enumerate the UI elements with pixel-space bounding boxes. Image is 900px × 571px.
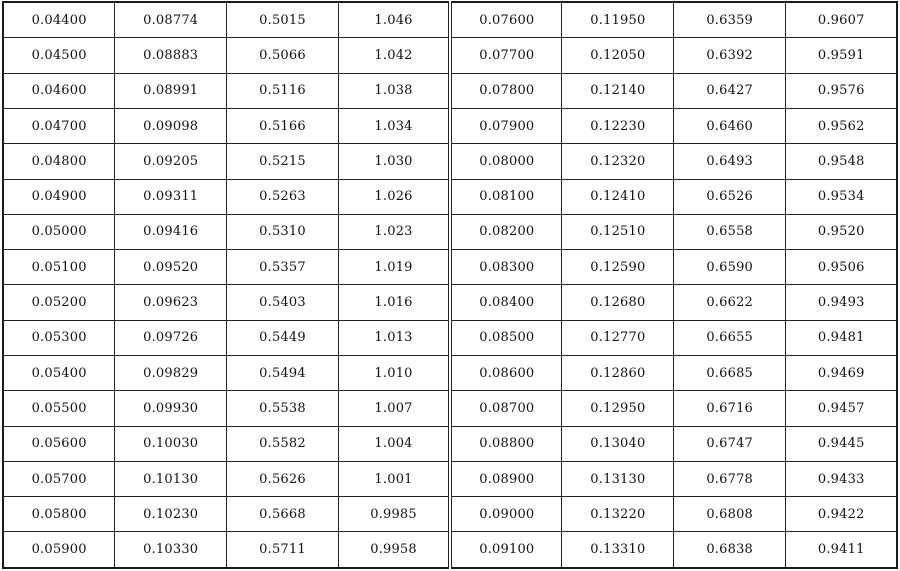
table-cell: 0.04400 xyxy=(3,2,115,38)
table-cell: 0.05000 xyxy=(3,214,115,249)
table-cell: 0.5403 xyxy=(227,285,339,320)
table-cell: 0.05600 xyxy=(3,426,115,461)
table-cell: 1.019 xyxy=(338,250,450,285)
table-cell: 0.09205 xyxy=(115,144,227,179)
table-cell: 0.07800 xyxy=(450,73,562,108)
table-cell: 0.9422 xyxy=(786,497,898,532)
table-cell: 0.08883 xyxy=(115,38,227,73)
table-cell: 0.12680 xyxy=(562,285,674,320)
table-cell: 1.030 xyxy=(338,144,450,179)
table-cell: 0.9985 xyxy=(338,497,450,532)
table-cell: 0.5494 xyxy=(227,355,339,390)
table-cell: 0.09930 xyxy=(115,391,227,426)
table-cell: 0.6590 xyxy=(674,250,786,285)
table-cell: 0.08100 xyxy=(450,179,562,214)
table-body xyxy=(3,2,897,568)
table-cell: 0.6747 xyxy=(674,426,786,461)
table-cell: 0.08400 xyxy=(450,285,562,320)
table-cell: 1.016 xyxy=(338,285,450,320)
table-cell: 0.6359 xyxy=(674,2,786,38)
table-cell: 0.07600 xyxy=(450,2,562,38)
table-cell: 0.5263 xyxy=(227,179,339,214)
table-cell: 0.9534 xyxy=(786,179,898,214)
table-row xyxy=(3,391,897,426)
table-cell: 0.12950 xyxy=(562,391,674,426)
table-cell: 0.09311 xyxy=(115,179,227,214)
table-cell: 0.13130 xyxy=(562,461,674,496)
table-cell: 1.034 xyxy=(338,108,450,143)
table-cell: 0.08800 xyxy=(450,426,562,461)
table-cell: 0.04600 xyxy=(3,73,115,108)
table-cell: 0.5116 xyxy=(227,73,339,108)
table-cell: 1.038 xyxy=(338,73,450,108)
table-cell: 0.09829 xyxy=(115,355,227,390)
table-cell: 0.08200 xyxy=(450,214,562,249)
table-cell: 0.12510 xyxy=(562,214,674,249)
table-cell: 0.9457 xyxy=(786,391,898,426)
table-cell: 0.08900 xyxy=(450,461,562,496)
table-cell: 1.046 xyxy=(338,2,450,38)
table-cell: 0.13040 xyxy=(562,426,674,461)
table-cell: 0.08500 xyxy=(450,320,562,355)
table-cell: 1.001 xyxy=(338,461,450,496)
table-cell: 0.9607 xyxy=(786,2,898,38)
table-cell: 0.5015 xyxy=(227,2,339,38)
numeric-table xyxy=(2,1,898,569)
table-cell: 0.5668 xyxy=(227,497,339,532)
table-cell: 0.9958 xyxy=(338,532,450,568)
table-cell: 0.04700 xyxy=(3,108,115,143)
table-cell: 0.10330 xyxy=(115,532,227,568)
table-cell: 0.9469 xyxy=(786,355,898,390)
table-cell: 0.6838 xyxy=(674,532,786,568)
table-cell: 0.10230 xyxy=(115,497,227,532)
table-cell: 0.9445 xyxy=(786,426,898,461)
table-cell: 0.08991 xyxy=(115,73,227,108)
table-cell: 0.5626 xyxy=(227,461,339,496)
table-cell: 0.5166 xyxy=(227,108,339,143)
table-cell: 0.04500 xyxy=(3,38,115,73)
table-cell: 0.09520 xyxy=(115,250,227,285)
table-cell: 0.08300 xyxy=(450,250,562,285)
table-cell: 0.05400 xyxy=(3,355,115,390)
table-cell: 0.05200 xyxy=(3,285,115,320)
table-cell: 0.07900 xyxy=(450,108,562,143)
table-row xyxy=(3,2,897,38)
table-row xyxy=(3,355,897,390)
table-row xyxy=(3,320,897,355)
table-cell: 0.9591 xyxy=(786,38,898,73)
table-row xyxy=(3,426,897,461)
table-cell: 0.12050 xyxy=(562,38,674,73)
table-cell: 0.9411 xyxy=(786,532,898,568)
table-cell: 0.9493 xyxy=(786,285,898,320)
table-cell: 0.04900 xyxy=(3,179,115,214)
table-cell: 0.12770 xyxy=(562,320,674,355)
table-cell: 0.09100 xyxy=(450,532,562,568)
table-cell: 0.05500 xyxy=(3,391,115,426)
table-cell: 0.13310 xyxy=(562,532,674,568)
table-cell: 0.10030 xyxy=(115,426,227,461)
table-cell: 1.023 xyxy=(338,214,450,249)
table-cell: 0.12140 xyxy=(562,73,674,108)
table-cell: 0.11950 xyxy=(562,2,674,38)
table-cell: 0.09416 xyxy=(115,214,227,249)
table-cell: 0.05300 xyxy=(3,320,115,355)
table-cell: 0.9520 xyxy=(786,214,898,249)
table-cell: 0.6778 xyxy=(674,461,786,496)
table-cell: 0.13220 xyxy=(562,497,674,532)
table-cell: 0.6392 xyxy=(674,38,786,73)
table-cell: 0.09623 xyxy=(115,285,227,320)
table-cell: 0.9433 xyxy=(786,461,898,496)
table-cell: 1.007 xyxy=(338,391,450,426)
table-cell: 0.5066 xyxy=(227,38,339,73)
table-cell: 0.5538 xyxy=(227,391,339,426)
table-cell: 0.6558 xyxy=(674,214,786,249)
table-row xyxy=(3,285,897,320)
table-row xyxy=(3,179,897,214)
table-cell: 0.9548 xyxy=(786,144,898,179)
table-cell: 0.12230 xyxy=(562,108,674,143)
table-cell: 0.08600 xyxy=(450,355,562,390)
table-cell: 0.6493 xyxy=(674,144,786,179)
table-cell: 0.9481 xyxy=(786,320,898,355)
table-cell: 0.6685 xyxy=(674,355,786,390)
table-cell: 0.09726 xyxy=(115,320,227,355)
table-cell: 0.07700 xyxy=(450,38,562,73)
table-cell: 0.05100 xyxy=(3,250,115,285)
table-cell: 0.5582 xyxy=(227,426,339,461)
table-cell: 0.08000 xyxy=(450,144,562,179)
table-cell: 0.12860 xyxy=(562,355,674,390)
table-cell: 0.5449 xyxy=(227,320,339,355)
table-cell: 0.5357 xyxy=(227,250,339,285)
table-row xyxy=(3,532,897,568)
table-cell: 0.05700 xyxy=(3,461,115,496)
table-row xyxy=(3,497,897,532)
table-cell: 0.04800 xyxy=(3,144,115,179)
table-cell: 0.5310 xyxy=(227,214,339,249)
table-cell: 0.08774 xyxy=(115,2,227,38)
table-cell: 0.6655 xyxy=(674,320,786,355)
table-cell: 0.6716 xyxy=(674,391,786,426)
table-cell: 0.6808 xyxy=(674,497,786,532)
table-cell: 0.6622 xyxy=(674,285,786,320)
table-cell: 0.12320 xyxy=(562,144,674,179)
table-row xyxy=(3,73,897,108)
table-cell: 1.010 xyxy=(338,355,450,390)
table-cell: 1.042 xyxy=(338,38,450,73)
table-row xyxy=(3,144,897,179)
table-cell: 0.05900 xyxy=(3,532,115,568)
table-cell: 0.10130 xyxy=(115,461,227,496)
table-cell: 0.12590 xyxy=(562,250,674,285)
table-cell: 0.6427 xyxy=(674,73,786,108)
table-cell: 0.5215 xyxy=(227,144,339,179)
table-row xyxy=(3,38,897,73)
table-cell: 1.013 xyxy=(338,320,450,355)
table-cell: 0.6460 xyxy=(674,108,786,143)
table-cell: 1.026 xyxy=(338,179,450,214)
table-cell: 0.9562 xyxy=(786,108,898,143)
table-row xyxy=(3,250,897,285)
table-cell: 0.5711 xyxy=(227,532,339,568)
numeric-table-page xyxy=(2,1,897,569)
table-row xyxy=(3,214,897,249)
table-row xyxy=(3,108,897,143)
table-row xyxy=(3,461,897,496)
table-cell: 0.6526 xyxy=(674,179,786,214)
table-cell: 0.09098 xyxy=(115,108,227,143)
table-cell: 0.08700 xyxy=(450,391,562,426)
table-cell: 0.9506 xyxy=(786,250,898,285)
table-cell: 0.05800 xyxy=(3,497,115,532)
table-cell: 1.004 xyxy=(338,426,450,461)
table-cell: 0.12410 xyxy=(562,179,674,214)
table-cell: 0.9576 xyxy=(786,73,898,108)
table-cell: 0.09000 xyxy=(450,497,562,532)
